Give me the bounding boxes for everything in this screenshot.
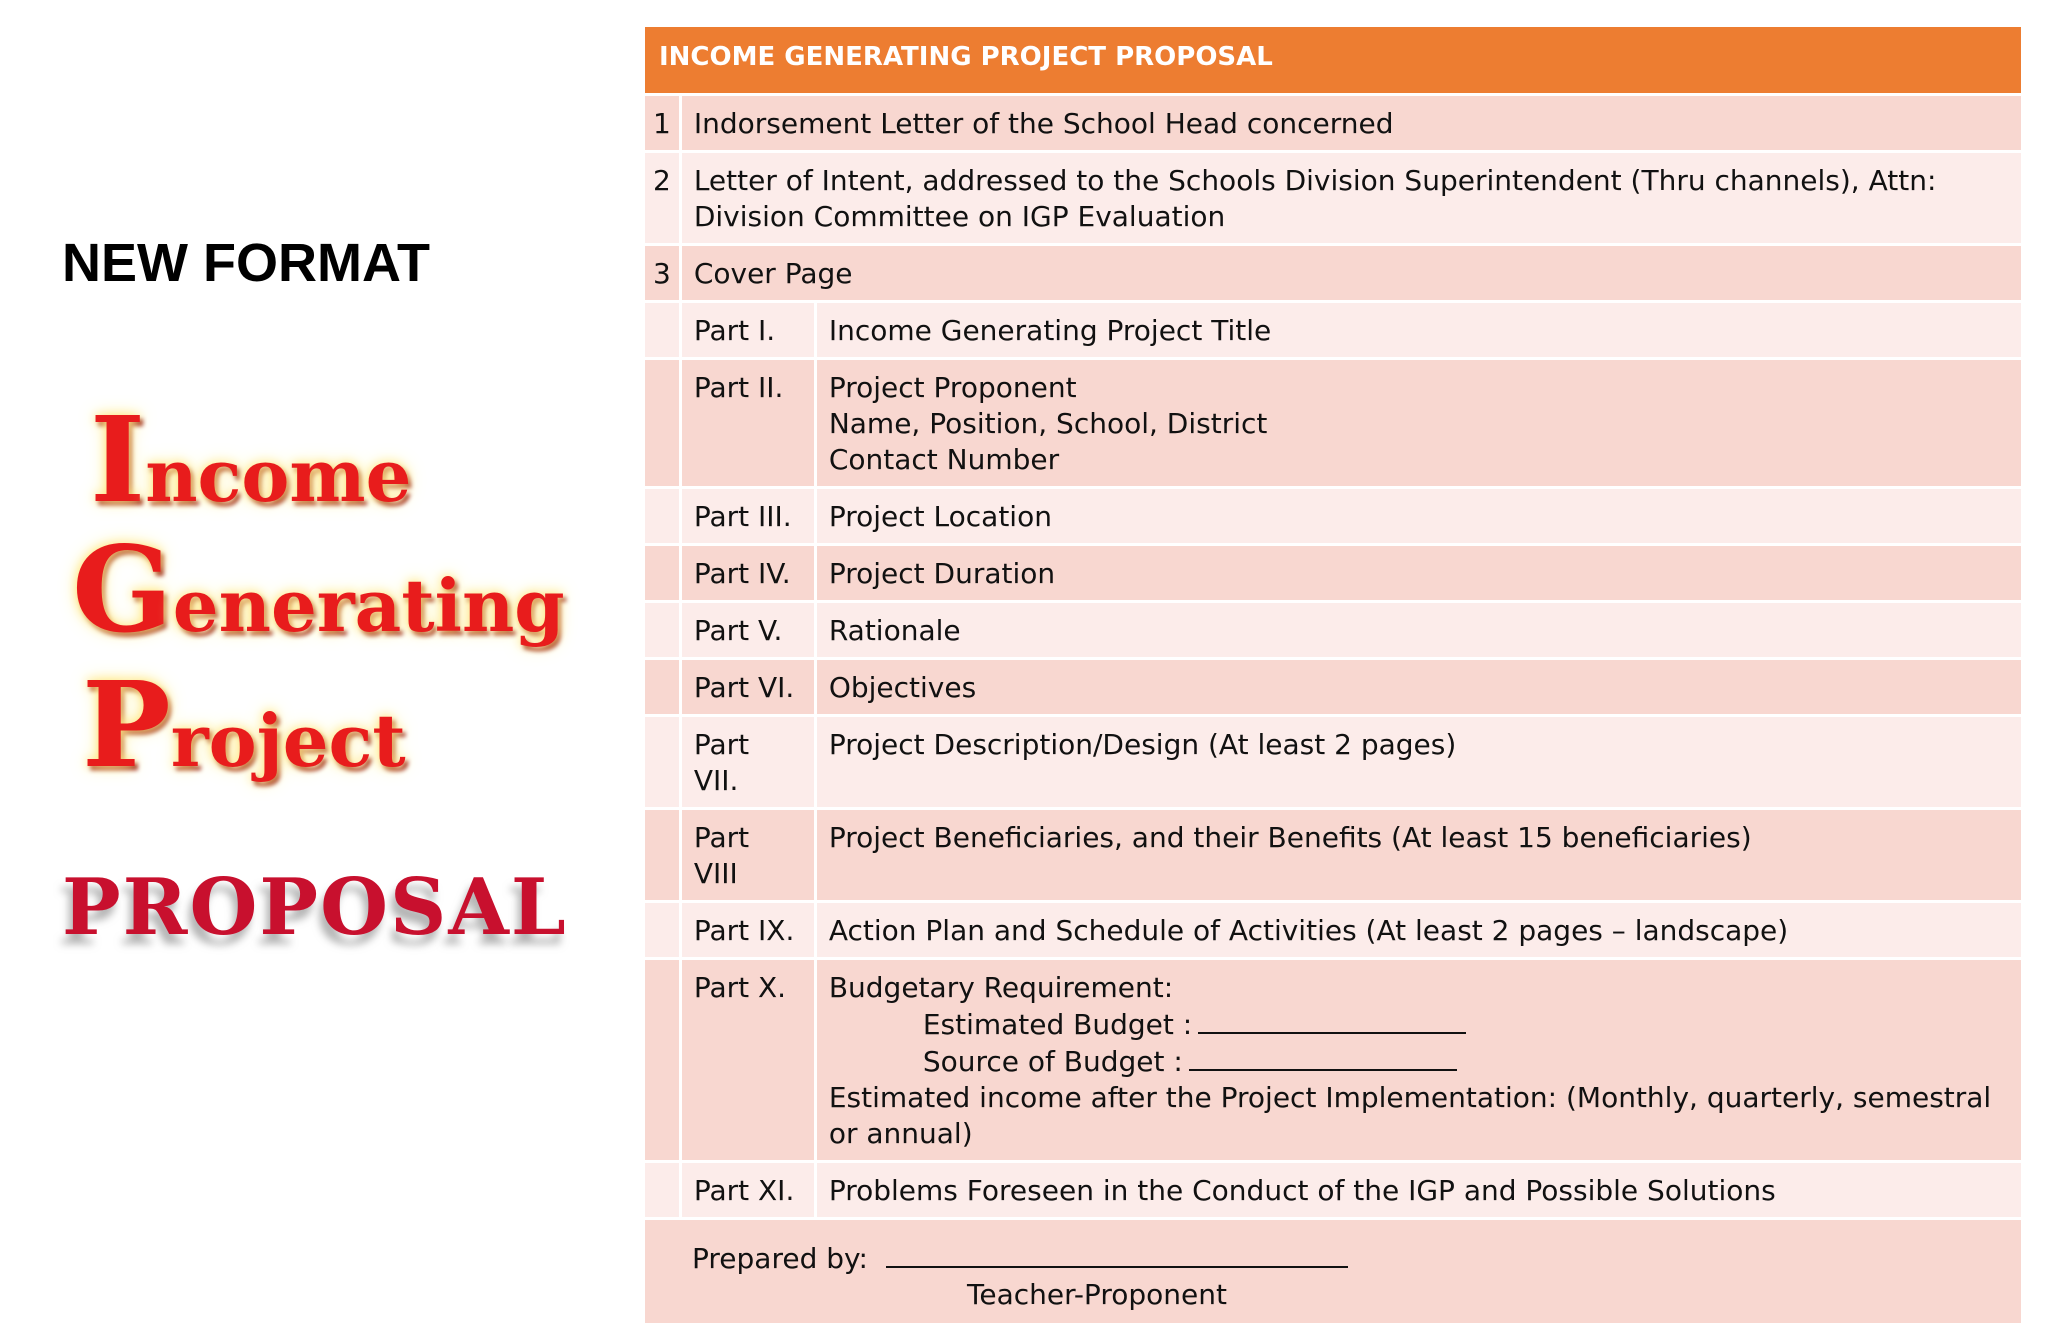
part-line: Contact Number [828,443,1060,476]
proposal-title: PROPOSAL [62,862,568,953]
row-number-empty [644,809,681,902]
estimated-budget-blank[interactable] [1198,1006,1466,1034]
part-label: Part II. [680,359,815,488]
part-label: Part V. [680,602,815,659]
part-label: Part IV. [680,545,815,602]
prepared-by-blank[interactable] [886,1238,1348,1268]
part-text [815,359,2022,488]
teacher-proponent-label: Teacher-Proponent [967,1278,1227,1311]
table-row [644,95,2023,152]
part-line: Name, Position, School, District [828,407,1268,440]
part-row [644,902,2023,959]
logo-rest: ncome [145,433,412,518]
part-text: Project Location [815,488,2022,545]
row-text: Letter of Intent, addressed to the Schools Division Superintendent (Thru channels), Attn: Division Committee on IGP Evaluation [680,152,2022,245]
part-label: Part VII. [680,716,815,809]
part-row [644,302,2023,359]
part-row [644,716,2023,809]
row-number-empty [644,545,681,602]
logo-rest: roject [170,698,406,783]
part-label: Part VI. [680,659,815,716]
source-of-budget-line [829,1043,2009,1080]
source-of-budget-label: Source of Budget : [922,1045,1183,1078]
row-number-empty [644,1162,681,1219]
table-header-row [644,26,2023,95]
row-number: 1 [644,95,681,152]
row-text: Cover Page [680,245,2022,302]
part-line: Project Proponent [828,371,1077,404]
part-label: Part I. [680,302,815,359]
part-row [644,959,2023,1162]
row-number-empty [644,659,681,716]
new-format-label: NEW FORMAT [62,233,430,293]
row-number: 2 [644,152,681,245]
table-header: INCOME GENERATING PROJECT PROPOSAL [644,26,2023,95]
part-row [644,359,2023,488]
part-row [644,659,2023,716]
part-label: Part IX. [680,902,815,959]
logo-cap: P [82,655,171,794]
prepared-by-cell [644,1219,2023,1325]
part-text: Income Generating Project Title [815,302,2022,359]
footer-row [644,1219,2023,1325]
logo-word-income [90,390,411,529]
part-label: Part X. [680,959,815,1162]
requirements-table [642,24,2024,1326]
part-text: Rationale [815,602,2022,659]
part-text: Problems Foreseen in the Conduct of the IGP and Possible Solutions [815,1162,2022,1219]
prepared-by-line [657,1238,2009,1277]
part-text: Project Description/Design (At least 2 pages) [815,716,2022,809]
table-row [644,152,2023,245]
part-row [644,602,2023,659]
prepared-by-label: Prepared by: [692,1242,868,1275]
part-text: Project Beneficiaries, and their Benefits (At least 15 beneficiaries) [815,809,2022,902]
part-text: Objectives [815,659,2022,716]
part-row [644,488,2023,545]
estimated-income-note: Estimated income after the Project Implementation: (Monthly, quarterly, semestral or annual) [828,1081,1992,1150]
part-row [644,809,2023,902]
part-label: Part XI. [680,1162,815,1219]
row-number-empty [644,359,681,488]
part-row [644,1162,2023,1219]
logo-cap: G [72,520,173,659]
estimated-budget-label: Estimated Budget : [922,1008,1193,1041]
part-text [815,959,2022,1162]
part-label: Part VIII [680,809,815,902]
part-row [644,545,2023,602]
estimated-budget-line [829,1006,2009,1043]
row-text: Indorsement Letter of the School Head concerned [680,95,2022,152]
logo-cap: I [90,390,146,529]
part-label: Part III. [680,488,815,545]
row-number-empty [644,602,681,659]
row-number-empty [644,902,681,959]
row-number-empty [644,716,681,809]
row-number-empty [644,488,681,545]
row-number-empty [644,302,681,359]
logo-word-generating [72,520,565,659]
part-text: Action Plan and Schedule of Activities (At least 2 pages – landscape) [815,902,2022,959]
source-of-budget-blank[interactable] [1189,1043,1457,1071]
row-number-empty [644,959,681,1162]
logo-word-project [82,655,406,794]
table-row [644,245,2023,302]
row-number: 3 [644,245,681,302]
part-text: Project Duration [815,545,2022,602]
budget-title: Budgetary Requirement: [828,971,1174,1004]
logo-rest: enerating [172,563,565,648]
